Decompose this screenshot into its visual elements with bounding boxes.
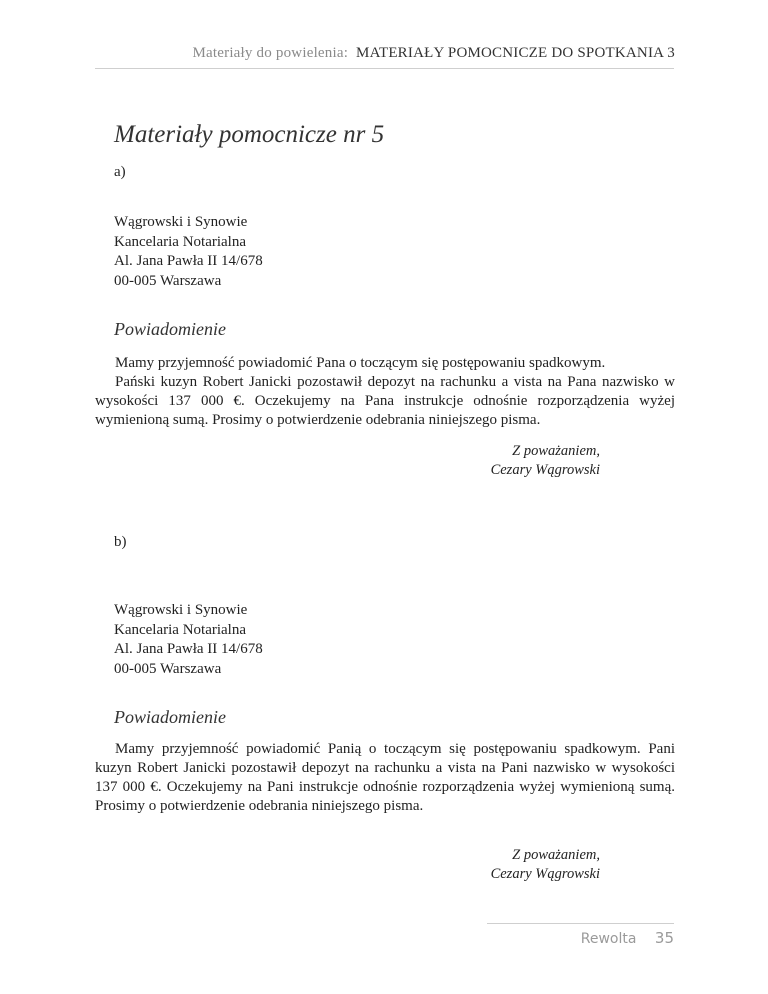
address-line: Al. Jana Pawła II 14/678 bbox=[114, 641, 263, 657]
letter-body-a bbox=[95, 354, 675, 430]
address-line: 00-005 Warszawa bbox=[114, 660, 222, 677]
address-line: Wągrowski i Synowie bbox=[114, 214, 248, 230]
address-line: Wągrowski i Synowie bbox=[114, 602, 248, 618]
address-block-b bbox=[114, 601, 263, 679]
header-title: MATERIAŁY POMOCNICZE DO SPOTKANIA 3 bbox=[356, 45, 675, 61]
subject-heading-b: Powiadomienie bbox=[114, 707, 226, 727]
closing: Z poważaniem, bbox=[512, 443, 600, 459]
section-label-b: b) bbox=[114, 534, 127, 550]
header-divider bbox=[95, 68, 674, 69]
publisher-name: Rewolta bbox=[580, 931, 637, 947]
address-line: Al. Jana Pawła II 14/678 bbox=[114, 253, 263, 269]
page-number: 35 bbox=[654, 929, 674, 947]
section-label-a: a) bbox=[114, 164, 126, 180]
signatory: Cezary Wągrowski bbox=[490, 866, 600, 882]
signature-block-b bbox=[400, 846, 600, 884]
document-title: Materiały pomocnicze nr 5 bbox=[114, 121, 385, 148]
address-line: 00-005 Warszawa bbox=[114, 272, 222, 289]
page-footer bbox=[487, 929, 674, 948]
body-paragraph: Pański kuzyn Robert Janicki pozostawił depozyt na rachunku a vista na Pana nazwisko w wysokości 137 000 €. Oczekujemy na Pana instrukcje odnośnie rozporządzenia wyżej wymienioną sumą. Prosimy o potwierdzenie odebrania niniejszego pisma. bbox=[95, 374, 675, 428]
running-header bbox=[95, 44, 675, 62]
header-series: Materiały do powielenia: bbox=[192, 45, 349, 61]
signatory: Cezary Wągrowski bbox=[490, 462, 600, 478]
footer-divider bbox=[487, 923, 674, 924]
address-line: Kancelaria Notarialna bbox=[114, 621, 247, 638]
address-line: Kancelaria Notarialna bbox=[114, 233, 247, 250]
letter-body-b bbox=[95, 740, 675, 816]
subject-heading-a: Powiadomienie bbox=[114, 319, 226, 339]
address-block-a bbox=[114, 213, 263, 291]
closing: Z poważaniem, bbox=[512, 847, 600, 863]
signature-block-a bbox=[400, 442, 600, 480]
body-paragraph: Mamy przyjemność powiadomić Pana o toczącym się postępowaniu spadkowym. bbox=[115, 355, 606, 371]
body-paragraph: Mamy przyjemność powiadomić Panią o toczącym się postępowaniu spadkowym. Pani kuzyn Robert Janicki pozostawił depozyt na rachunku a vista na Pani nazwisko w wysokości 137 000 €. Oczekujemy na Pani instrukcje odnośnie rozporządzenia wyżej wymienioną sumą. Prosimy o potwierdzenie odebrania niniejszego pisma. bbox=[95, 741, 675, 814]
